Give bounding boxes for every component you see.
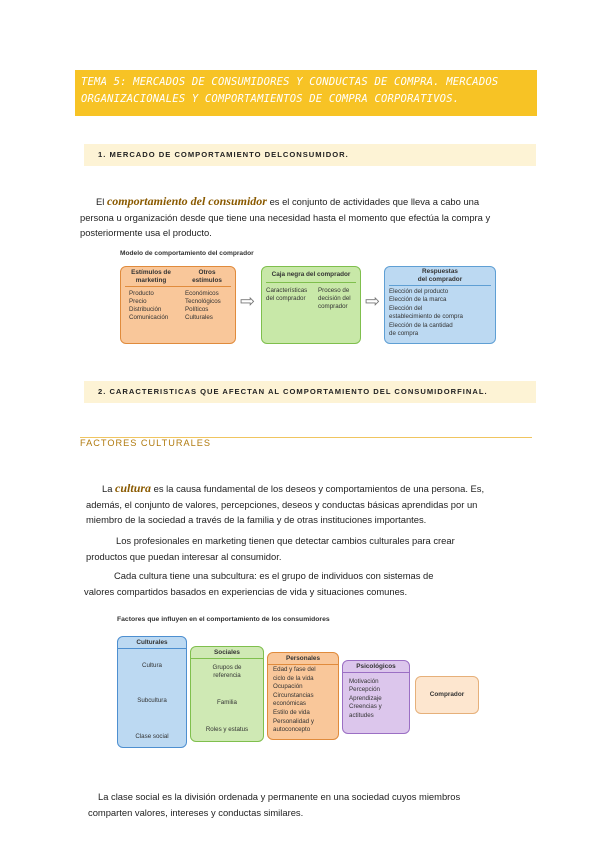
title-line-1: TEMA 5: MERCADOS DE CONSUMIDORES Y CONDUCTAS DE COMPRA. MERCADOS (81, 76, 499, 88)
para4-line2: valores compartidos basados en experiencias de vida y situaciones comunes. (84, 585, 408, 597)
diagram2-title: Factores que influyen en el comportamiento de los consumidores (117, 616, 330, 623)
psicologicos-list: Motivación Percepción Aprendizaje Creencias y actitudes (349, 678, 382, 719)
para1-emphasis: comportamiento del consumidor (106, 194, 267, 208)
psicologicos-box (342, 660, 410, 734)
black-box (261, 266, 361, 344)
culturales-box (117, 636, 187, 748)
para2-emphasis: cultura (115, 481, 152, 495)
para2-prefix: La (102, 483, 116, 494)
para1-line3: posteriormente usa el producto. (80, 227, 212, 238)
consumer-factors-diagram (115, 614, 513, 750)
paragraph-consumer-behaviour (80, 194, 540, 241)
para5-line1: La clase social es la división ordenada y permanente en una sociedad cuyos miembros (98, 791, 461, 802)
section-2-heading (84, 381, 536, 403)
para4-line1: Cada cultura tiene una subcultura: es el grupo de individuos con sistemas de (114, 570, 434, 581)
paragraph-marketing-professionals (86, 533, 546, 564)
diagram1-title: Modelo de comportamiento del comprador (120, 250, 254, 257)
buyer-behaviour-model-diagram (118, 248, 498, 348)
personales-box (267, 652, 339, 740)
psicologicos-head: Psicológicos (356, 663, 396, 670)
stimuli-other-list: Económicos Tecnológicos Políticos Culturales (185, 290, 221, 321)
paragraph-culture (86, 481, 546, 528)
responses-head: Respuestas del comprador (417, 268, 463, 283)
para1-line2: persona u organización desde que tiene una necesidad hasta el momento que efectúa la compra y (80, 211, 491, 223)
personales-list: Edad y fase del ciclo de la vida Ocupación Circunstancias económicas Estilo de vida Personalidad y autoconcepto (273, 666, 316, 734)
comprador-label: Comprador (429, 691, 465, 698)
arrow-right-icon: ⇨ (365, 291, 381, 311)
stimuli-head-left: Estímulos de marketing (131, 269, 171, 284)
para5-line2: comparten valores, intereses y conductas similares. (88, 806, 304, 818)
responses-box (384, 266, 496, 344)
black-box-characteristics: Características del comprador (266, 287, 308, 302)
stimuli-box (120, 266, 236, 344)
paragraph-subculture (84, 568, 544, 599)
section-2-label: 2. CARACTERISTICAS QUE AFECTAN AL COMPORTAMIENTO DEL CONSUMIDORFINAL. (98, 387, 488, 396)
title-banner (75, 70, 537, 116)
culturales-item-clase-social: Clase social (135, 733, 169, 740)
para2-line3: miembro de la sociedad a través de la familia y de otras instituciones importantes. (86, 514, 427, 525)
sociales-item-grupos: Grupos de referencia (212, 664, 242, 679)
para1-line1: es el conjunto de actividades que lleva a cabo una (266, 196, 480, 207)
arrow-right-icon: ⇨ (240, 291, 256, 311)
factores-culturales-heading: FACTORES CULTURALES (80, 438, 211, 448)
culturales-head: Culturales (136, 639, 168, 646)
responses-list: Elección del producto Elección de la marca Elección del establecimiento de compra Elección de la cantidad de compra (389, 288, 463, 338)
section-1-label: 1. MERCADO DE COMPORTAMIENTO DELCONSUMIDOR. (98, 150, 349, 159)
sociales-item-roles: Roles y estatus (205, 726, 249, 733)
stimuli-marketing-list: Producto Precio Distribución Comunicación (129, 290, 169, 321)
section-1-heading (84, 144, 536, 166)
paragraph-social-class (84, 789, 544, 820)
comprador-box (415, 676, 479, 714)
stimuli-head-right: Otros estímulos (192, 269, 222, 284)
sociales-item-familia: Familia (217, 699, 237, 706)
culturales-item-subcultura: Subcultura (137, 697, 167, 704)
para3-line1: Los profesionales en marketing tienen que detectar cambios culturales para crear (116, 535, 455, 546)
para3-line2: productos que puedan interesar al consumidor. (86, 550, 282, 562)
black-box-process: Proceso de decisión del comprador (318, 287, 351, 310)
sociales-box (190, 646, 264, 742)
personales-head: Personales (285, 655, 321, 662)
culturales-item-cultura: Cultura (142, 662, 162, 669)
title-line-2: ORGANIZACIONALES Y COMPORTAMIENTOS DE COMPRA CORPORATIVOS. (81, 93, 460, 105)
para2-line1: es la causa fundamental de los deseos y comportamientos de una persona. Es, (151, 483, 485, 494)
para2-line2: además, el conjunto de valores, percepciones, deseos y conductas básicas aprendidas por un (86, 498, 478, 510)
para1-prefix: El (96, 196, 107, 207)
black-box-head: Caja negra del comprador (271, 271, 351, 278)
sociales-head: Sociales (214, 649, 240, 656)
